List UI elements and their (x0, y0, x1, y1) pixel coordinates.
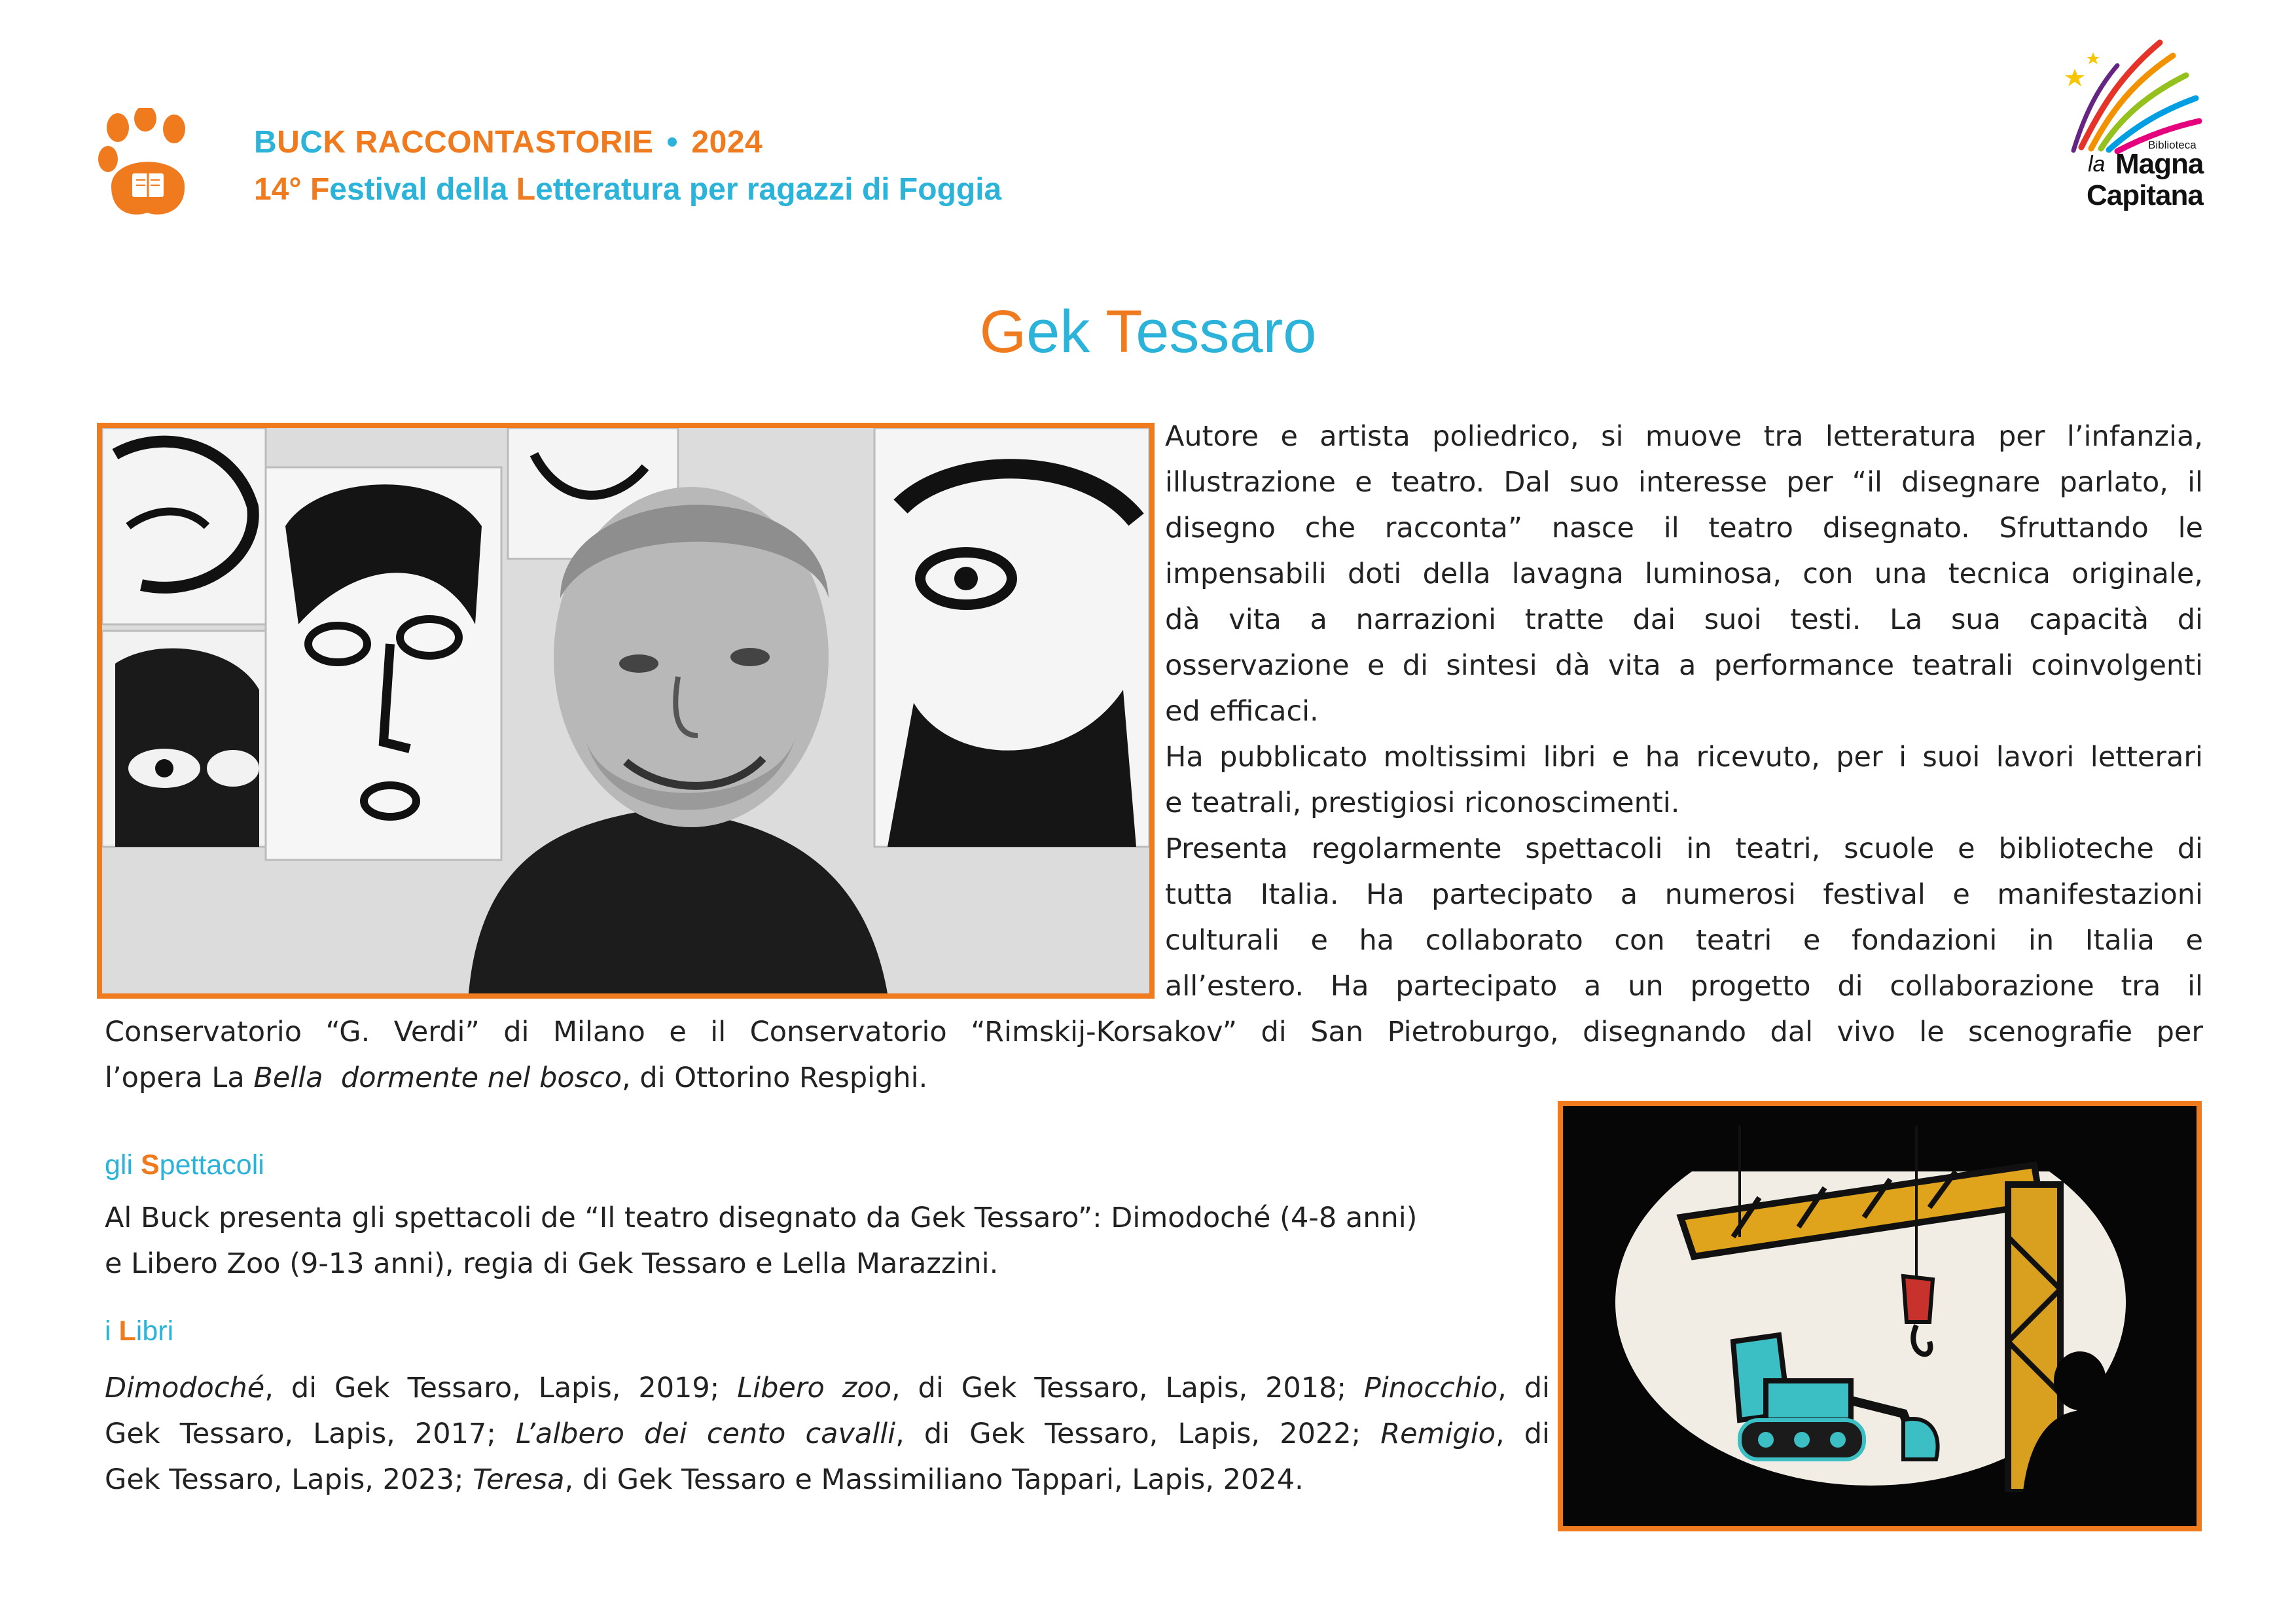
book-title: Teresa (473, 1463, 565, 1496)
title-last-rest: essaro (1136, 298, 1317, 365)
book-info: , di Gek Tessaro, Lapis, 2022; (895, 1418, 1381, 1450)
separator-dot (668, 137, 677, 147)
book-info: , di Gek Tessaro, Lapis, 2018; (891, 1372, 1364, 1404)
bio-line: osservazione e di sintesi dà vita a performance teatrali coinvolgenti (1165, 649, 2203, 682)
edition-part2: etteratura per ragazzi di Foggia (535, 172, 1002, 207)
page-title (0, 298, 2296, 366)
bio-line: e teatrali, prestigiosi riconoscimenti. (1165, 787, 1680, 819)
libri-text (105, 1365, 1550, 1503)
edition-l: L (516, 172, 536, 207)
book-title: L’albero dei cento cavalli (515, 1418, 896, 1450)
spettacoli-head-cap: S (140, 1149, 160, 1181)
bio-text (1165, 414, 2203, 1009)
bio-last-suffix: , di Ottorino Respighi. (622, 1061, 928, 1094)
bio-line: tutta Italia. Ha partecipato a numerosi festival e manifestazioni (1165, 878, 2203, 911)
bio-line: impensabili doti della lavagna luminosa, con una tecnica originale, (1165, 558, 2203, 590)
book-info: Gek Tessaro, Lapis, 2023; (105, 1463, 473, 1496)
title-first-rest: ek (1026, 298, 1106, 365)
logo-capitana: Capitana (2087, 179, 2203, 211)
book-title: Remigio (1380, 1418, 1496, 1450)
opera-title: Bella dormente nel bosco (253, 1061, 622, 1094)
bio-last-line (105, 1055, 2203, 1101)
festival-c: C (300, 125, 323, 160)
portrait-photo (97, 423, 1155, 999)
bio-text-wide (105, 1009, 2203, 1101)
festival-b: B (254, 125, 278, 160)
spettacoli-head-rest: pettacoli (159, 1149, 264, 1181)
performance-photo (1558, 1101, 2202, 1531)
logo-biblioteca: Biblioteca (2148, 139, 2197, 151)
edition-part1: estival della (329, 172, 516, 207)
edition-f: F (310, 172, 330, 207)
festival-u: U (277, 125, 300, 160)
bio-line: Autore e artista poliedrico, si muove tra letteratura per l’infanzia, (1165, 420, 2203, 453)
spettacoli-line: e Libero Zoo (9-13 anni), regia di Gek Tessaro e Lella Marazzini. (105, 1247, 999, 1280)
bio-line: dà vita a narrazioni tratte dai suoi testi. La sua capacità di (1165, 603, 2203, 636)
bio-line: Presenta regolarmente spettacoli in teatri, scuole e biblioteche di (1165, 832, 2203, 865)
paw-book-icon (98, 108, 196, 219)
book-title: Dimodoché (105, 1372, 265, 1404)
book-info: , di (1495, 1418, 1550, 1450)
libri-line (105, 1457, 1550, 1503)
title-initial-g: G (979, 298, 1027, 365)
spettacoli-heading (105, 1149, 264, 1181)
libri-head-prefix: i (105, 1315, 119, 1347)
book-info: , di Gek Tessaro e Massimiliano Tappari, Lapis, 2024. (564, 1463, 1304, 1496)
book-title: Libero zoo (737, 1372, 891, 1404)
logo-la: la (2088, 152, 2106, 177)
bio-line: all’estero. Ha partecipato a un progetto di collaborazione tra il (1165, 970, 2203, 1003)
spettacoli-text (105, 1195, 1550, 1287)
festival-name (254, 124, 762, 160)
bio-line: illustrazione e teatro. Dal suo interesse per “il disegnare parlato, il (1165, 466, 2203, 499)
bio-line: disegno che racconta” nasce il teatro disegnato. Sfruttando le (1165, 512, 2203, 544)
spettacoli-head-prefix: gli (105, 1149, 141, 1181)
bio-line: culturali e ha collaborato con teatri e fondazioni in Italia e (1165, 924, 2203, 957)
libri-line (105, 1365, 1550, 1411)
book-title: Pinocchio (1363, 1372, 1498, 1404)
logo-magna: Magna (2115, 148, 2204, 180)
book-info: , di (1498, 1372, 1550, 1404)
bio-last-prefix: l’opera La (105, 1061, 254, 1094)
book-info: , di Gek Tessaro, Lapis, 2019; (264, 1372, 738, 1404)
libri-line (105, 1411, 1550, 1457)
edition-number: 14° (254, 172, 302, 207)
bio-line: Ha pubblicato moltissimi libri e ha ricevuto, per i suoi lavori letterari (1165, 741, 2203, 774)
festival-year: 2024 (691, 125, 763, 160)
title-initial-t: T (1105, 298, 1136, 365)
festival-rest: K RACCONTASTORIE (323, 125, 654, 160)
libri-head-rest: ibri (135, 1315, 174, 1347)
spettacoli-line: Al Buck presenta gli spettacoli de “Il teatro disegnato da Gek Tessaro”: Dimodoché (4-8 anni) (105, 1202, 1418, 1234)
libri-heading (105, 1315, 173, 1347)
festival-subtitle (254, 171, 1001, 207)
bio-wide-line: Conservatorio “G. Verdi” di Milano e il Conservatorio “Rimskij-Korsakov” di San Pietroburgo, disegnando dal vivo le scenografie per (105, 1016, 2203, 1048)
book-info: Gek Tessaro, Lapis, 2017; (105, 1418, 516, 1450)
libri-head-cap: L (118, 1315, 136, 1347)
bio-line: ed efficaci. (1165, 695, 1319, 728)
